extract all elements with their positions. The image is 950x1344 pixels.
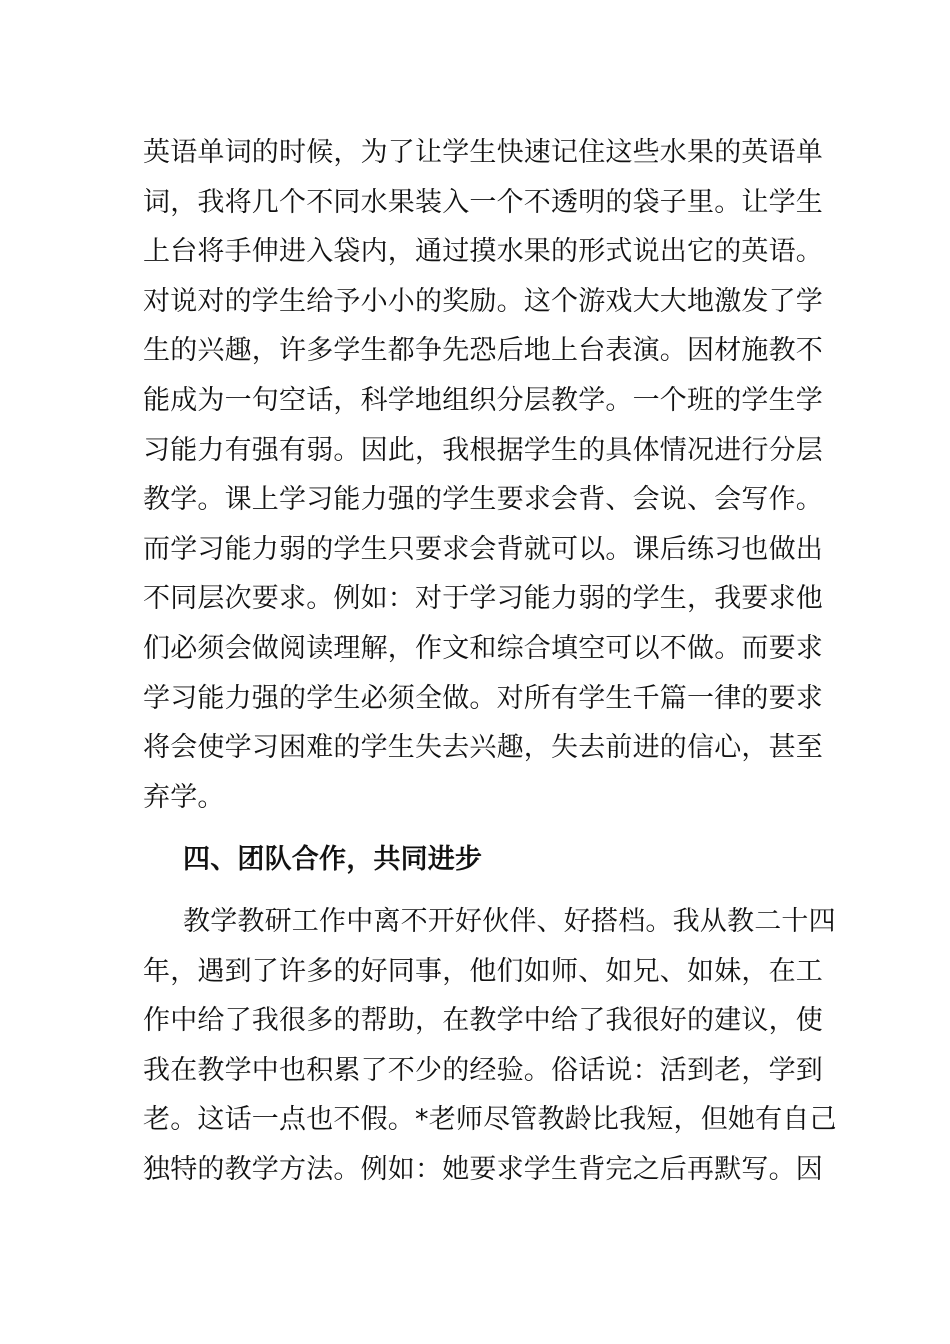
text-line: 上台将手伸进入袋内，通过摸水果的形式说出它的英语。	[143, 236, 823, 268]
text-line: 英语单词的时候，为了让学生快速记住这些水果的英语单	[143, 137, 823, 168]
text-line: 词，我将几个不同水果装入一个不透明的袋子里。让学生	[143, 186, 823, 218]
text-line: 习能力有强有弱。因此，我根据学生的具体情况进行分层	[143, 434, 823, 466]
text-line: 弃学。	[143, 781, 225, 813]
text-line: 年，遇到了许多的好同事，他们如师、如兄、如妹，在工	[143, 955, 823, 987]
section-heading: 四、团队合作，共同进步	[183, 844, 483, 875]
paragraph-1	[143, 128, 823, 822]
text-line: 学习能力强的学生必须全做。对所有学生千篇一律的要求	[143, 682, 823, 714]
text-line: 能成为一句空话，科学地组织分层教学。一个班的学生学	[143, 384, 823, 416]
text-line: 作中给了我很多的帮助，在教学中给了我很好的建议，使	[143, 1005, 823, 1037]
paragraph-2	[143, 897, 837, 1195]
text-line: 我在教学中也积累了不少的经验。俗话说：活到老，学到	[143, 1054, 823, 1086]
section-heading-block	[143, 835, 813, 885]
text-line: 教学。课上学习能力强的学生要求会背、会说、会写作。	[143, 484, 823, 516]
text-line: 对说对的学生给予小小的奖励。这个游戏大大地激发了学	[143, 285, 823, 317]
text-line: 生的兴趣，许多学生都争先恐后地上台表演。因材施教不	[143, 335, 823, 367]
text-line: 们必须会做阅读理解，作文和综合填空可以不做。而要求	[143, 632, 823, 664]
text-line: 将会使学习困难的学生失去兴趣，失去前进的信心，甚至	[143, 732, 823, 764]
text-line: 独特的教学方法。例如：她要求学生背完之后再默写。因	[143, 1153, 823, 1185]
text-line: 老。这话一点也不假。*老师尽管教龄比我短，但她有自己	[143, 1104, 837, 1136]
text-line: 不同层次要求。例如：对于学习能力弱的学生，我要求他	[143, 583, 823, 615]
text-line: 而学习能力弱的学生只要求会背就可以。课后练习也做出	[143, 533, 823, 565]
text-line: 教学教研工作中离不开好伙伴、好搭档。我从教二十四	[183, 906, 836, 937]
